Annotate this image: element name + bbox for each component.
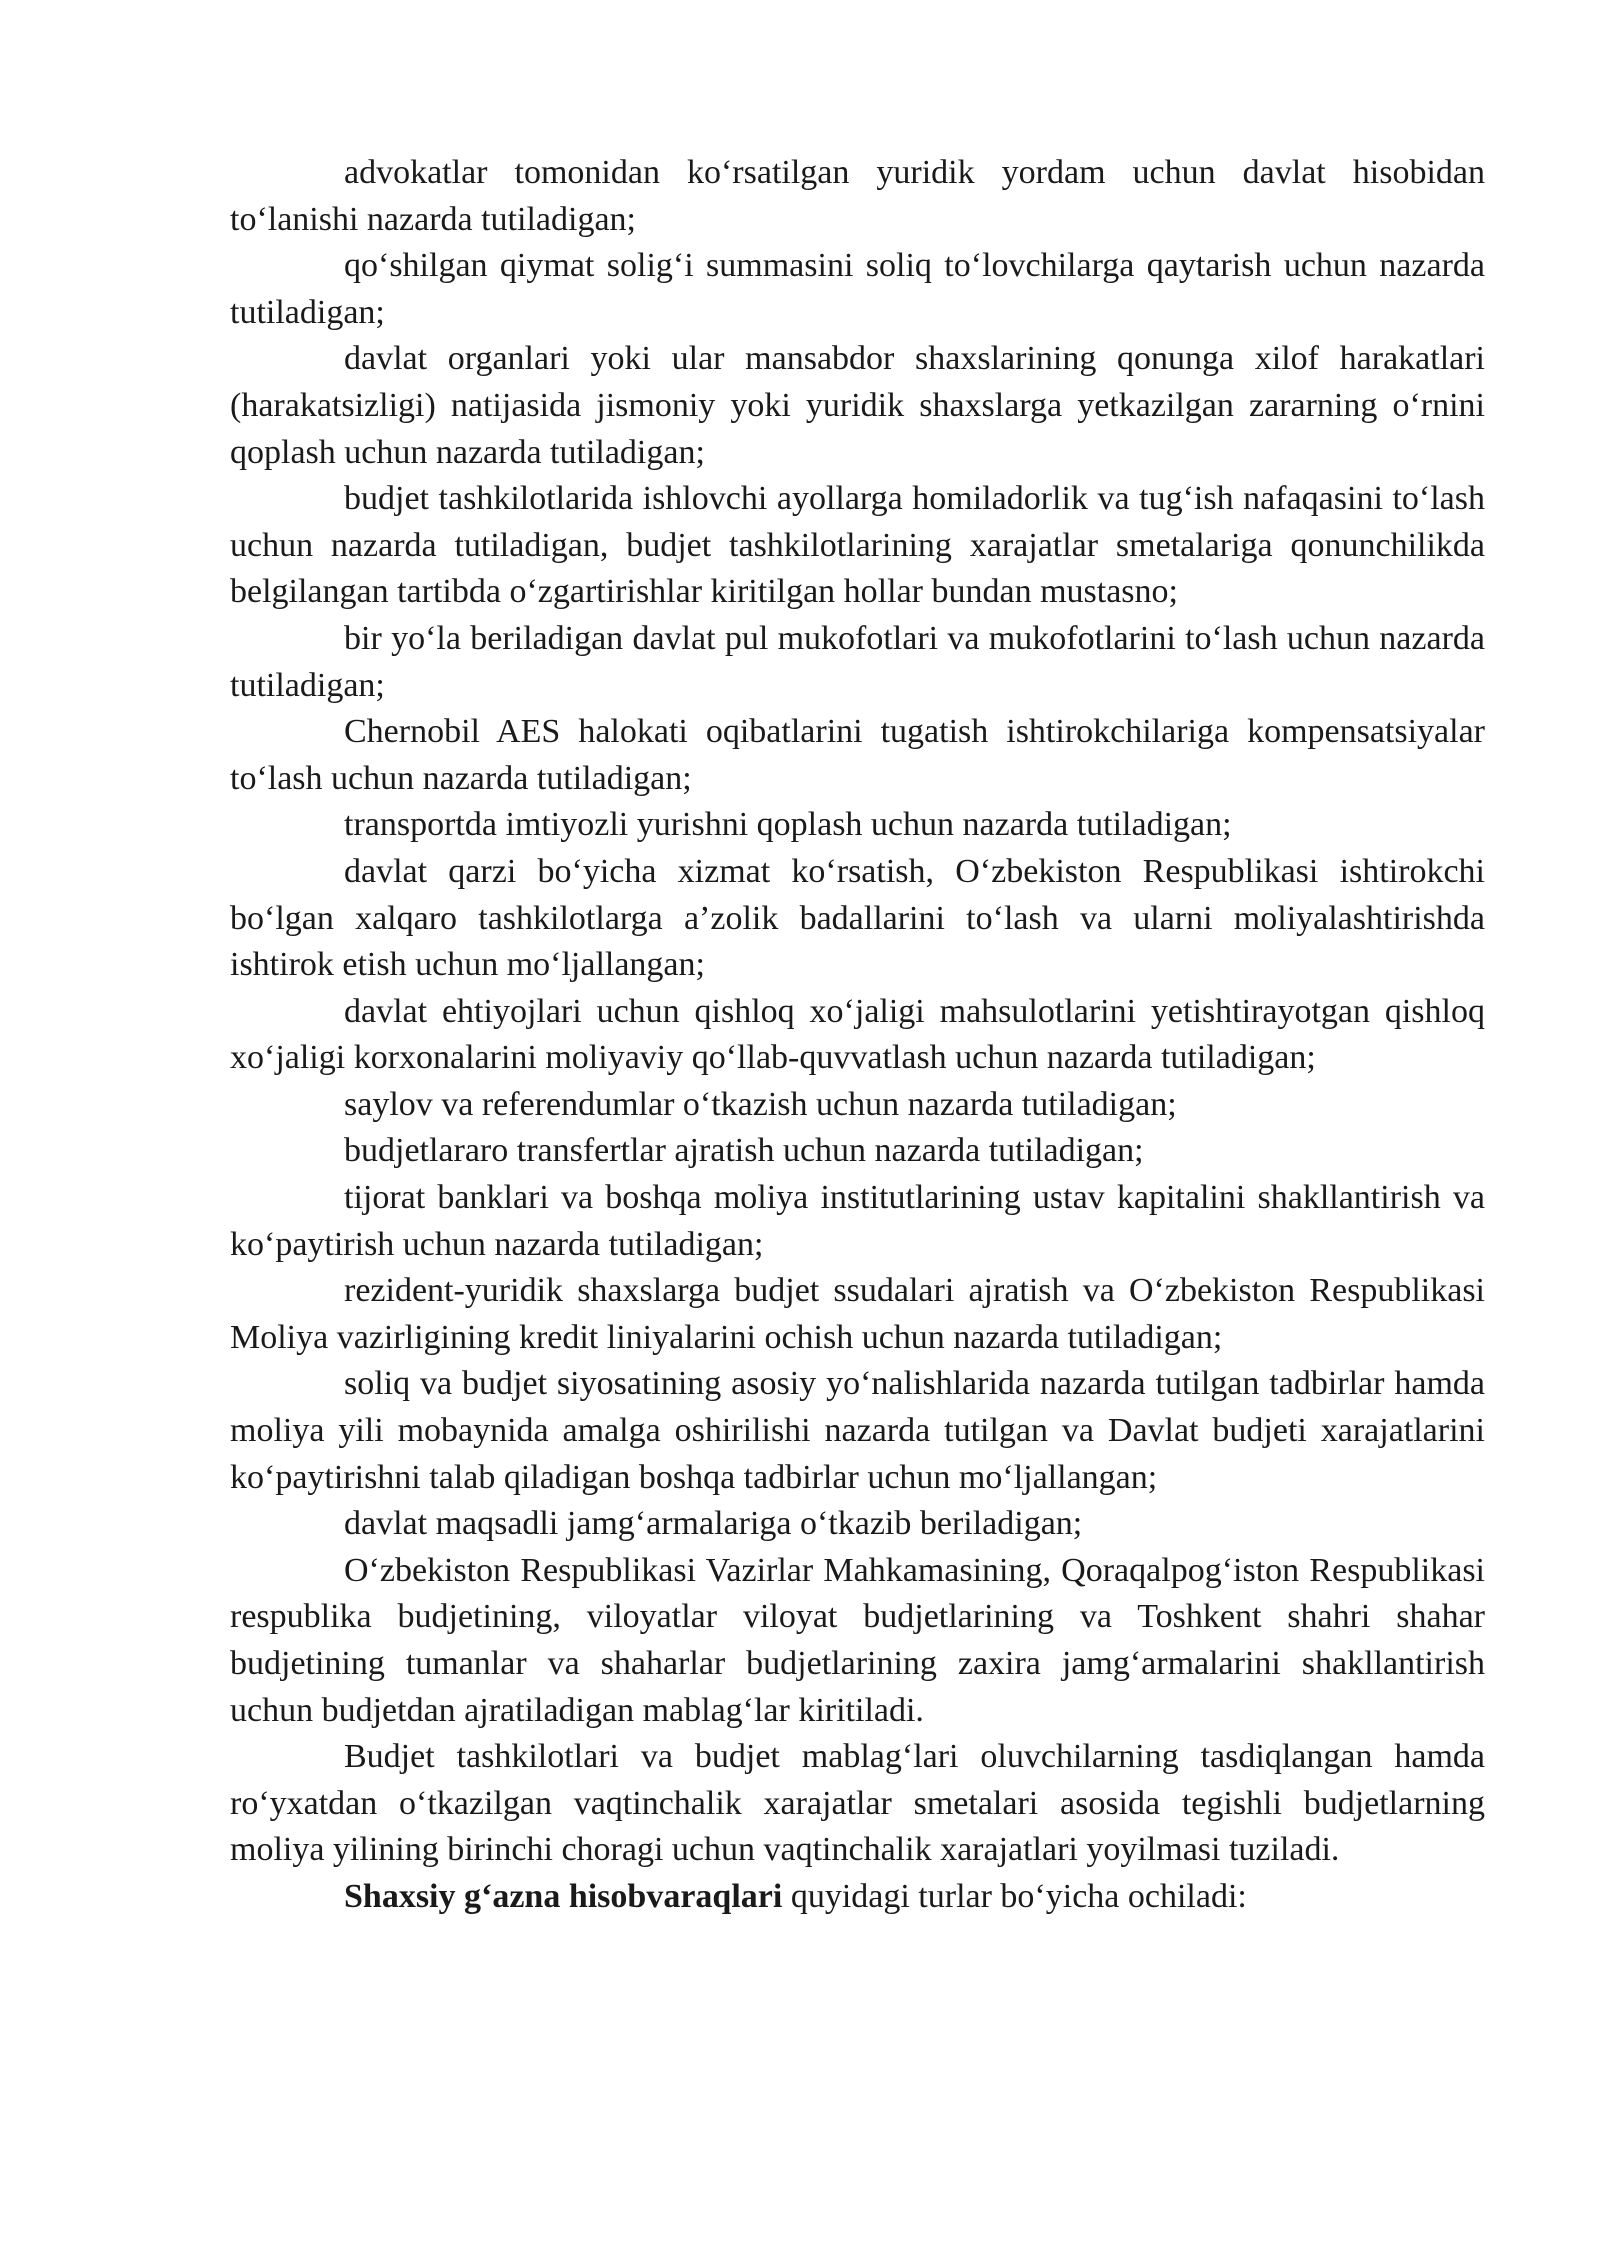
paragraph-2: qo‘shilgan qiymat solig‘i summasini soliq to‘lovchilarga qaytarish uchun nazarda tutiladigan; [230, 247, 1485, 331]
paragraph-12: tijorat banklari va boshqa moliya institutlarining ustav kapitalini shakllantirish va ko‘paytirish uchun nazarda tutiladigan; [230, 1179, 1485, 1263]
paragraph-14: soliq va budjet siyosatining asosiy yo‘nalishlarida nazarda tutilgan tadbirlar hamda moliya yili mobaynida amalga oshirilishi nazarda tutilgan va Davlat budjeti xarajatlarini ko‘paytirishni talab qiladigan boshqa tadbirlar uchun mo‘ljallangan; [230, 1365, 1485, 1496]
paragraph-11: budjetlararo transfertlar ajratish uchun nazarda tutiladigan; [344, 1132, 1144, 1170]
paragraph-1: advokatlar tomonidan ko‘rsatilgan yuridik yordam uchun davlat hisobidan to‘lanishi nazarda tutiladigan; [230, 154, 1485, 238]
paragraph-6: Chernobil AES halokati oqibatlarini tugatish ishtirokchilariga kompensatsiyalar to‘lash uchun nazarda tutiladigan; [230, 713, 1485, 797]
paragraph-7: transportda imtiyozli yurishni qoplash uchun nazarda tutiladigan; [344, 806, 1232, 844]
paragraph-9: davlat ehtiyojlari uchun qishloq xo‘jaligi mahsulotlarini yetishtirayotgan qishloq xo‘jaligi korxonalarini moliyaviy qo‘llab-quvvatlash uchun nazarda tutiladigan; [230, 992, 1485, 1077]
document-body [230, 150, 1485, 1921]
paragraph-15: davlat maqsadli jamg‘armalariga o‘tkazib beriladigan; [344, 1505, 1083, 1543]
paragraph-4: budjet tashkilotlarida ishlovchi ayollarga homiladorlik va tug‘ish nafaqasini to‘lash uchun nazarda tutiladigan, budjet tashkilotlarining xarajatlar smetalariga qonunchilikda belgilangan tartibda o‘zgartirishlar kiritilgan hollar bundan mustasno; [230, 480, 1485, 611]
paragraph-16: O‘zbekiston Respublikasi Vazirlar Mahkamasining, Qoraqalpog‘iston Respublikasi respublika budjetining, viloyatlar viloyat budjetlarining va Toshkent shahri shahar budjetining tumanlar va shaharlar budjetlarining zaxira jamg‘armalarini shakllantirish uchun budjetdan ajratiladigan mablag‘lar kiritiladi. [230, 1551, 1485, 1729]
paragraph-13: rezident-yuridik shaxslarga budjet ssudalari ajratish va O‘zbekiston Respublikasi Moliya vazirligining kredit liniyalarini ochish uchun nazarda tutiladigan; [230, 1272, 1485, 1356]
paragraph-5: bir yo‘la beriladigan davlat pul mukofotlari va mukofotlarini to‘lash uchun nazarda tutiladigan; [230, 619, 1485, 704]
bold-term: Shaxsiy g‘azna hisobvaraqlari [344, 1877, 783, 1915]
paragraph-final [230, 1874, 1485, 1921]
paragraph-8: davlat qarzi bo‘yicha xizmat ko‘rsatish, O‘zbekiston Respublikasi ishtirokchi bo‘lgan xalqaro tashkilotlarga a’zolik badallarini to‘lash va ularni moliyalashtirishda ishtirok etish uchun mo‘ljallangan; [230, 852, 1485, 984]
paragraph-10: saylov va referendumlar o‘tkazish uchun nazarda tutiladigan; [344, 1085, 1177, 1123]
paragraph-3: davlat organlari yoki ular mansabdor shaxslarining qonunga xilof harakatlari (harakatsizligi) natijasida jismoniy yoki yuridik shaxslarga yetkazilgan zararning o‘rnini qoplash uchun nazarda tutiladigan; [230, 340, 1485, 471]
paragraph-17: Budjet tashkilotlari va budjet mablag‘lari oluvchilarning tasdiqlangan hamda ro‘yxatdan o‘tkazilgan vaqtinchalik xarajatlar smetalari asosida tegishli budjetlarning moliya yilining birinchi choragi uchun vaqtinchalik xarajatlari yoyilmasi tuziladi. [230, 1738, 1485, 1869]
final-text: quyidagi turlar bo‘yicha ochiladi: [782, 1877, 1247, 1915]
